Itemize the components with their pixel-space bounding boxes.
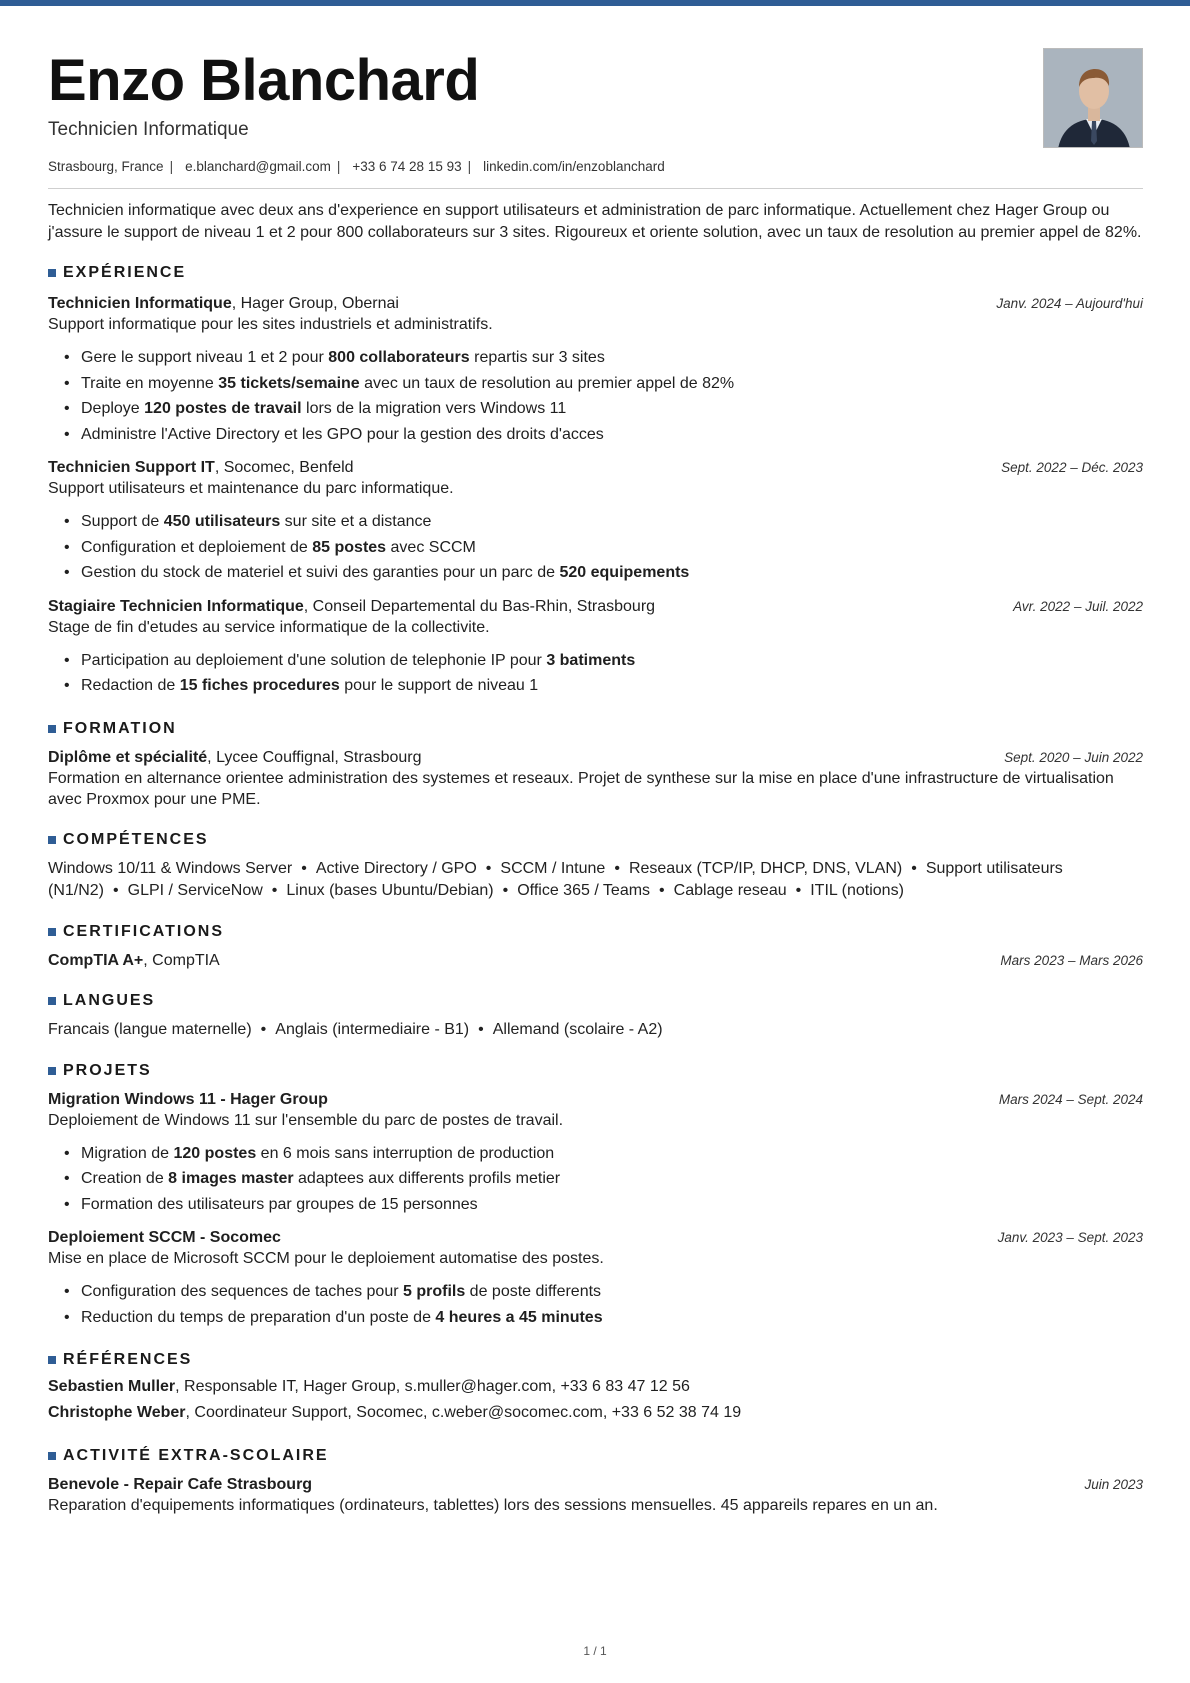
entry-date: Avr. 2022 – Juil. 2022 (1013, 598, 1143, 614)
header-divider (48, 188, 1143, 189)
experience-entry (48, 457, 1143, 586)
skill-item: ITIL (notions) (810, 881, 904, 899)
entry-bullets (48, 1141, 1143, 1218)
bullet-item: • Gestion du stock de materiel et suivi des garanties pour un parc de 520 equipements (64, 560, 1143, 586)
section-references (48, 1350, 1143, 1426)
section-title-extra (48, 1446, 1143, 1466)
entry-role: CompTIA A+ (48, 951, 144, 969)
skill-item: Windows 10/11 & Windows Server (48, 859, 293, 877)
contact-separator: | (467, 159, 472, 174)
entry-date: Mars 2024 – Sept. 2024 (998, 1091, 1143, 1107)
project-entry (48, 1227, 1143, 1330)
entry-description: Deploiement de Windows 11 sur l'ensemble du parc de postes de travail. (48, 1111, 564, 1129)
contact-line (48, 158, 1143, 176)
project-entry (48, 1089, 1143, 1218)
section-marker-icon (48, 997, 56, 1005)
skills-list: Windows 10/11 & Windows Server • Active Directory / GPO • SCCM / Intune • Reseaux (TCP/IP, DHCP, DNS, VLAN) • Support utilisateurs (N1/N2) • GLPI / ServiceNow • Linux (bases Ubuntu/Debian) • Office 365 / Teams • Cablage reseau • ITIL (notions) (48, 859, 1063, 899)
section-experience (48, 263, 1143, 699)
entry-date: Sept. 2022 – Déc. 2023 (1001, 460, 1143, 475)
contact-phone[interactable]: +33 6 74 28 15 93 (352, 159, 462, 174)
section-title-text: FORMATION (63, 719, 177, 737)
candidate-role: Technicien Informatique (48, 119, 249, 140)
entry-description: Mise en place de Microsoft SCCM pour le deploiement automatise des postes. (48, 1250, 604, 1267)
entry-role: Diplôme et spécialité (48, 748, 208, 766)
skill-item: Office 365 / Teams (517, 881, 651, 899)
extra-entry (48, 1474, 1143, 1516)
bullet-item: • Configuration des sequences de taches pour 5 profils de poste differents (64, 1279, 1143, 1305)
skill-item: Linux (bases Ubuntu/Debian) (286, 881, 494, 899)
bullet-item: • Gere le support niveau 1 et 2 pour 800 collaborateurs repartis sur 3 sites (64, 345, 1143, 371)
profile-summary: Technicien informatique avec deux ans d'experience en support utilisateurs et administration de parc informatique. Actuellement chez Hager Group ou j'assure le support de niveau 1 et 2 pour 800 collaborateurs sur 3 sites. Rigoureux et oriente solution, avec un taux de resolution au premier appel de 82%. (48, 202, 1142, 241)
section-title-langues (48, 991, 1143, 1011)
contact-separator: | (169, 159, 174, 174)
formation-entry (48, 747, 1143, 810)
section-marker-icon (48, 1067, 56, 1075)
contact-separator: | (336, 159, 341, 174)
entry-date: Janv. 2024 – Aujourd'hui (996, 296, 1143, 311)
entry-description: Support informatique pour les sites industriels et administratifs. (48, 316, 493, 333)
section-certifications (48, 922, 1143, 971)
section-marker-icon (48, 269, 56, 277)
entry-description: Formation en alternance orientee administration des systemes et reseaux. Projet de synthese sur la mise en place d'une infrastructure de virtualisation avec Proxmox pour une PME. (48, 769, 1114, 808)
resume-page (48, 46, 1143, 1516)
entry-date: Janv. 2023 – Sept. 2023 (997, 1230, 1143, 1245)
section-marker-icon (48, 725, 56, 733)
section-langues (48, 991, 1143, 1041)
entry-title (48, 457, 354, 478)
experience-entry (48, 596, 1143, 699)
page-number: 1 / 1 (583, 1644, 607, 1658)
section-formation (48, 719, 1143, 810)
entry-bullets (48, 345, 1143, 447)
section-title-references (48, 1350, 1143, 1370)
section-title-text: PROJETS (63, 1061, 152, 1079)
reference-item (48, 1374, 1143, 1400)
resume-header (48, 46, 1143, 188)
reference-detail: , Coordinateur Support, Socomec, c.weber@socomec.com, +33 6 52 38 74 19 (185, 1404, 742, 1421)
profile-photo-illustration (1044, 49, 1143, 148)
entry-role: Migration Windows 11 - Hager Group (48, 1090, 328, 1108)
section-competences (48, 830, 1143, 902)
section-title-text: EXPÉRIENCE (63, 264, 187, 281)
entry-bullets (48, 509, 1143, 586)
certification-entry (48, 950, 1143, 971)
section-title-text: RÉFÉRENCES (63, 1351, 193, 1368)
bullet-item: • Redaction de 15 fiches procedures pour le support de niveau 1 (64, 673, 1143, 699)
section-marker-icon (48, 1356, 56, 1364)
section-title-competences (48, 830, 1143, 850)
bullet-item: • Administre l'Active Directory et les GPO pour la gestion des droits d'acces (64, 422, 1143, 448)
contact-location: Strasbourg, France (48, 159, 164, 174)
bullet-item: • Migration de 120 postes en 6 mois sans interruption de production (64, 1141, 1143, 1167)
bullet-item: • Deploye 120 postes de travail lors de la migration vers Windows 11 (64, 396, 1143, 422)
section-marker-icon (48, 836, 56, 844)
experience-entry (48, 293, 1143, 447)
reference-name: Christophe Weber (48, 1404, 186, 1421)
entry-description: Support utilisateurs et maintenance du parc informatique. (48, 480, 454, 497)
top-accent-bar (0, 0, 1190, 6)
reference-detail: , Responsable IT, Hager Group, s.muller@hager.com, +33 6 83 47 12 56 (175, 1378, 690, 1395)
skill-item: Active Directory / GPO (315, 859, 477, 877)
entry-bullets (48, 1279, 1143, 1330)
entry-bullets (48, 648, 1143, 699)
section-title-projets (48, 1061, 1143, 1081)
skill-item: Reseaux (TCP/IP, DHCP, DNS, VLAN) (628, 859, 903, 877)
candidate-name: Enzo Blanchard (48, 48, 480, 113)
language-item: Francais (langue maternelle) (48, 1020, 252, 1038)
bullet-item: • Traite en moyenne 35 tickets/semaine avec un taux de resolution au premier appel de 82% (64, 371, 1143, 397)
bullet-item: • Creation de 8 images master adaptees aux differents profils metier (64, 1166, 1143, 1192)
section-title-text: CERTIFICATIONS (63, 922, 225, 940)
profile-photo (1043, 48, 1143, 148)
section-title-text: COMPÉTENCES (63, 830, 209, 848)
entry-title (48, 747, 422, 768)
entry-org: , Socomec, Benfeld (214, 459, 354, 476)
contact-email[interactable]: e.blanchard@gmail.com (185, 159, 331, 174)
languages-list: Francais (langue maternelle) • Anglais (intermediaire - B1) • Allemand (scolaire - A2) (48, 1020, 663, 1038)
section-title-certifications (48, 922, 1143, 942)
entry-org: , Conseil Departemental du Bas-Rhin, Strasbourg (303, 597, 656, 615)
entry-date: Mars 2023 – Mars 2026 (1000, 952, 1143, 968)
skill-item: SCCM / Intune (500, 859, 606, 877)
language-item: Allemand (scolaire - A2) (492, 1020, 663, 1038)
entry-description: Reparation d'equipements informatiques (ordinateurs, tablettes) lors des sessions mensuelles. 45 appareils repares en un an. (48, 1497, 938, 1514)
entry-date: Juin 2023 (1084, 1477, 1143, 1492)
language-item: Anglais (intermediaire - B1) (275, 1020, 470, 1038)
section-marker-icon (48, 1452, 56, 1460)
contact-linkedin[interactable]: linkedin.com/in/enzoblanchard (483, 159, 665, 174)
section-title-formation (48, 719, 1143, 739)
entry-title (48, 950, 220, 971)
section-title-experience (48, 263, 1143, 283)
section-marker-icon (48, 928, 56, 936)
bullet-item: • Reduction du temps de preparation d'un poste de 4 heures a 45 minutes (64, 1305, 1143, 1331)
bullet-item: • Formation des utilisateurs par groupes de 15 personnes (64, 1192, 1143, 1218)
entry-role: Stagiaire Technicien Informatique (48, 597, 304, 615)
entry-role: Technicien Support IT (48, 459, 215, 476)
bullet-item: • Participation au deploiement d'une solution de telephonie IP pour 3 batiments (64, 648, 1143, 674)
entry-title (48, 293, 399, 314)
entry-org: , CompTIA (143, 951, 220, 969)
section-title-text: ACTIVITÉ EXTRA-SCOLAIRE (63, 1447, 329, 1464)
section-projets (48, 1061, 1143, 1331)
section-title-text: LANGUES (63, 991, 156, 1009)
entry-org: , Hager Group, Obernai (231, 295, 399, 312)
bullet-item: • Configuration et deploiement de 85 postes avec SCCM (64, 535, 1143, 561)
skill-item: GLPI / ServiceNow (127, 881, 263, 899)
entry-role: Technicien Informatique (48, 295, 232, 312)
section-extra-activity (48, 1446, 1143, 1516)
skill-item: Support utilisateurs (N1/N2) (48, 859, 1063, 899)
entry-role: Benevole - Repair Cafe Strasbourg (48, 1476, 313, 1493)
entry-date: Sept. 2020 – Juin 2022 (1004, 749, 1143, 765)
entry-org: , Lycee Couffignal, Strasbourg (207, 748, 422, 766)
entry-role: Deploiement SCCM - Socomec (48, 1229, 281, 1246)
bullet-item: • Support de 450 utilisateurs sur site et a distance (64, 509, 1143, 535)
reference-name: Sebastien Muller (48, 1378, 176, 1395)
entry-description: Stage de fin d'etudes au service informatique de la collectivite. (48, 618, 490, 636)
skill-item: Cablage reseau (673, 881, 787, 899)
entry-title (48, 596, 655, 617)
reference-item (48, 1400, 1143, 1426)
